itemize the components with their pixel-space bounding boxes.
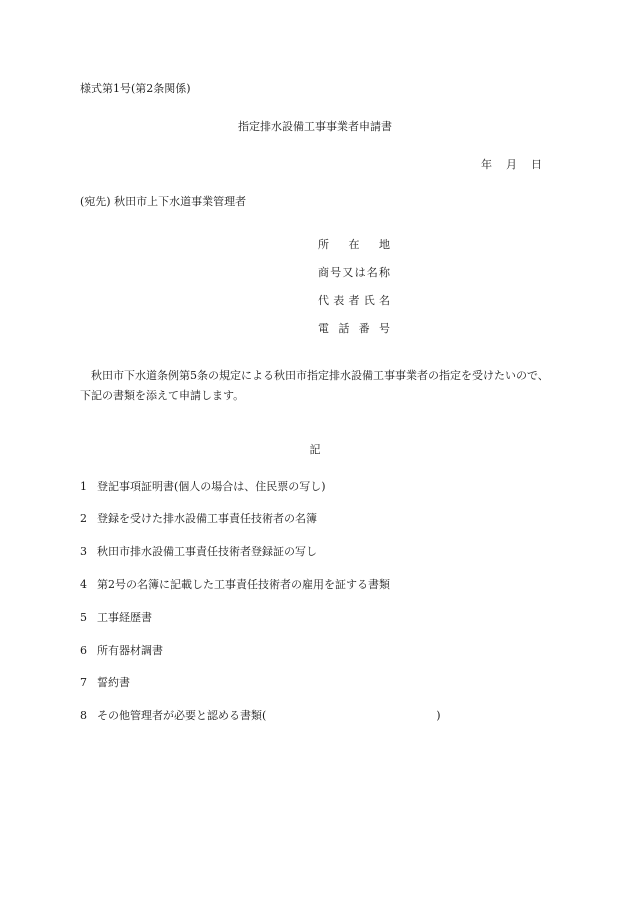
list-item [80, 543, 317, 559]
item-text: 所有器材調書 [97, 644, 163, 657]
list-item [80, 510, 317, 526]
list-item [80, 707, 441, 723]
item-number: 4 [80, 578, 87, 591]
item-text: 秋田市排水設備工事責任技術者登録証の写し [97, 545, 317, 558]
item-close-paren: ) [436, 709, 441, 722]
addressee: (宛先) 秋田市上下水道事業管理者 [80, 195, 247, 208]
ki-heading: 記 [309, 443, 321, 456]
date-line [481, 156, 542, 172]
item-text: 登録を受けた排水設備工事責任技術者の名簿 [97, 512, 317, 525]
item-number: 5 [80, 611, 87, 624]
item-text: 誓約書 [97, 676, 130, 689]
item-number: 1 [80, 480, 87, 493]
date-month: 月 [506, 158, 517, 171]
field-phone: 電話番号 [318, 322, 390, 335]
item-text: 工事経歴書 [97, 611, 152, 624]
item-number: 3 [80, 545, 87, 558]
list-item [80, 576, 390, 592]
date-year: 年 [481, 158, 492, 171]
item-number: 2 [80, 512, 87, 525]
item-text: 第2号の名簿に記載した工事責任技術者の雇用を証する書類 [97, 578, 390, 591]
list-item [80, 609, 152, 625]
list-item [80, 478, 326, 494]
item-number: 7 [80, 676, 87, 689]
list-item [80, 642, 163, 658]
field-representative: 代表者氏名 [318, 294, 390, 307]
application-body-text: 秋田市下水道条例第5条の規定による秋田市指定排水設備工事事業者の指定を受けたいので、下記の書類を添えて申請します。 [80, 369, 549, 402]
item-text: 登記事項証明書(個人の場合は、住民票の写し) [97, 480, 326, 493]
item-number: 8 [80, 709, 87, 722]
list-item [80, 674, 130, 690]
item-number: 6 [80, 644, 87, 657]
field-address: 所在地 [318, 238, 390, 251]
document-title: 指定排水設備工事事業者申請書 [238, 120, 392, 133]
form-number: 様式第1号(第2条関係) [80, 82, 191, 95]
field-company-name: 商号又は名称 [318, 266, 390, 279]
date-day: 日 [531, 158, 542, 171]
item-text: その他管理者が必要と認める書類( [97, 709, 267, 722]
